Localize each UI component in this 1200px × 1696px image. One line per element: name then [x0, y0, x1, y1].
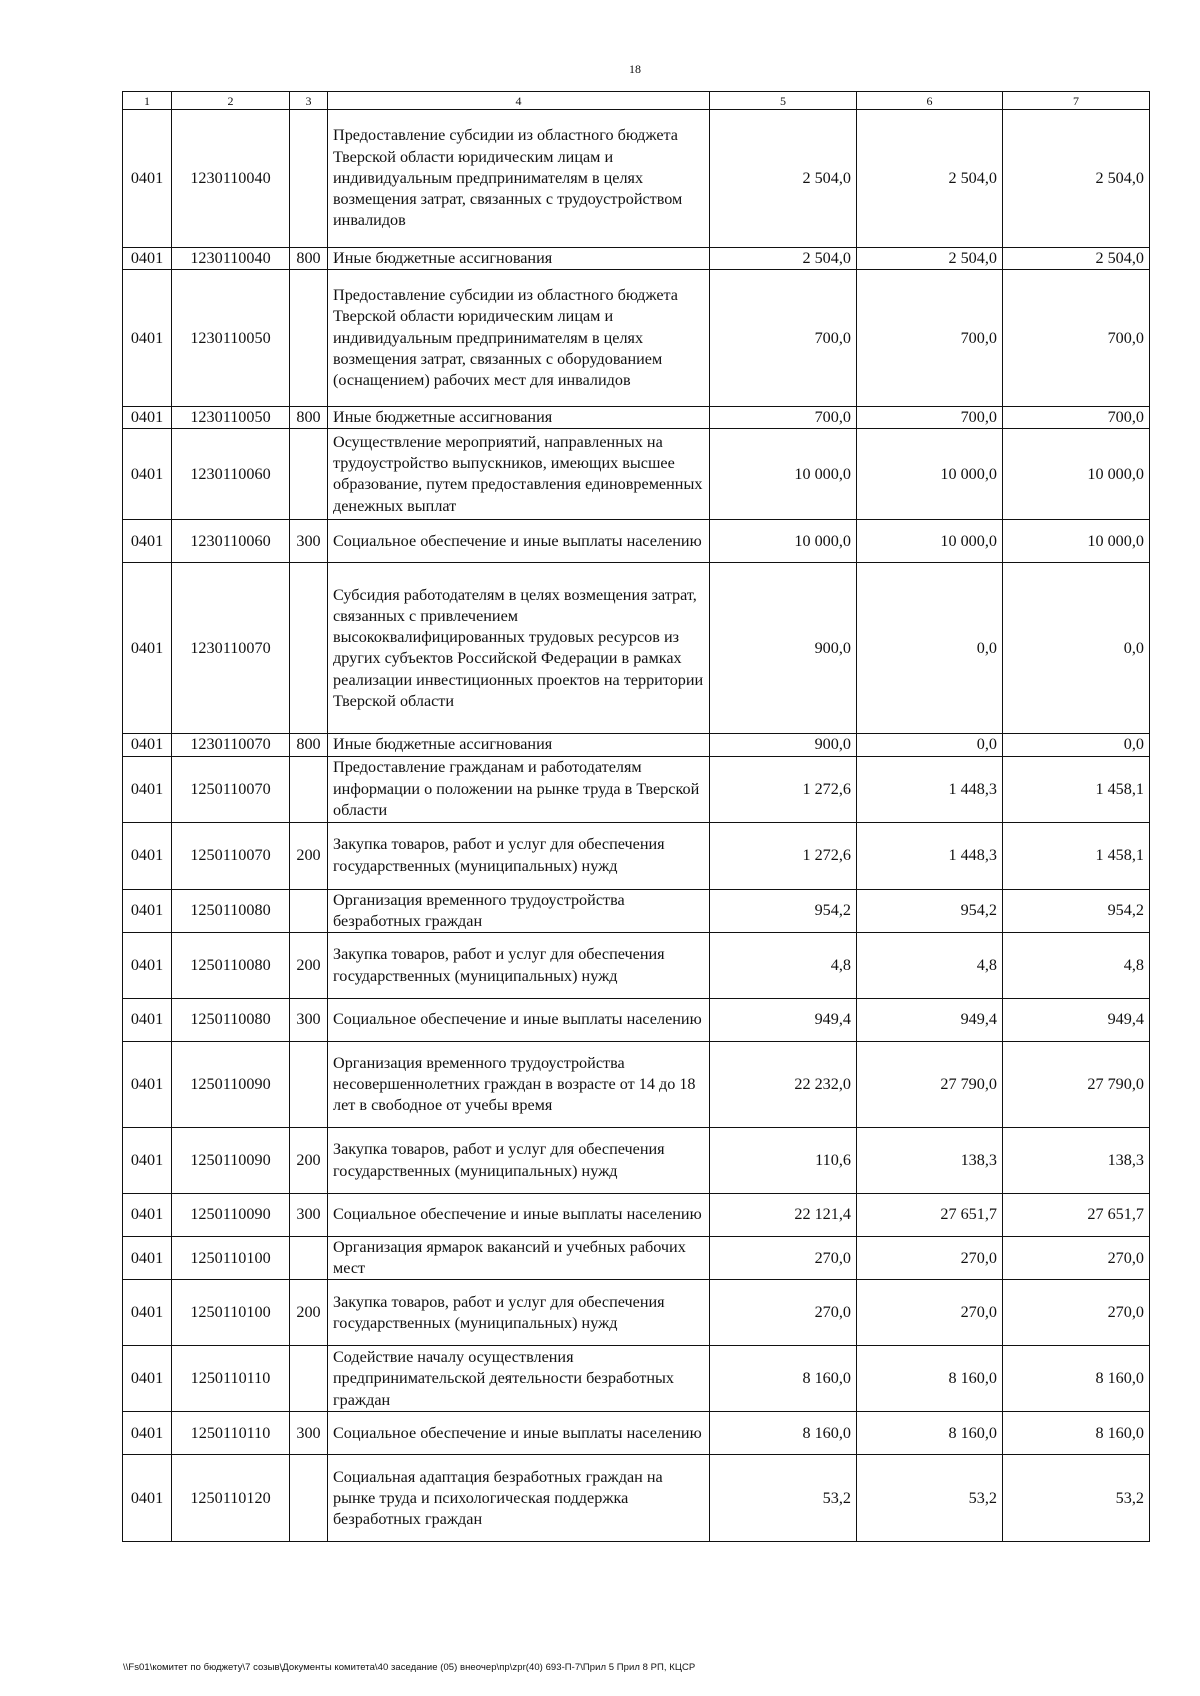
section-code-cell: 0401 — [123, 1194, 172, 1237]
amount-year1-cell: 949,4 — [710, 999, 857, 1042]
description-cell: Организация ярмарок вакансий и учебных рабочих мест — [328, 1237, 710, 1280]
table-row — [123, 1128, 1150, 1194]
description-cell: Закупка товаров, работ и услуг для обеспечения государственных (муниципальных) нужд — [328, 822, 710, 889]
target-article-cell: 1250110110 — [172, 1346, 290, 1412]
amount-year2-cell: 1 448,3 — [857, 822, 1003, 889]
description-cell: Социальное обеспечение и иные выплаты населению — [328, 1412, 710, 1455]
section-code-cell: 0401 — [123, 1346, 172, 1412]
section-code-cell: 0401 — [123, 248, 172, 270]
amount-year3-cell: 53,2 — [1003, 1455, 1150, 1542]
table-row — [123, 756, 1150, 822]
amount-year1-cell: 10 000,0 — [710, 429, 857, 520]
amount-year1-cell: 900,0 — [710, 563, 857, 734]
target-article-cell: 1230110050 — [172, 407, 290, 429]
column-number-header-row — [123, 92, 1150, 110]
amount-year1-cell: 53,2 — [710, 1455, 857, 1542]
amount-year3-cell: 138,3 — [1003, 1128, 1150, 1194]
expense-type-cell — [290, 756, 328, 822]
amount-year2-cell: 53,2 — [857, 1455, 1003, 1542]
target-article-cell: 1250110110 — [172, 1412, 290, 1455]
amount-year3-cell: 270,0 — [1003, 1280, 1150, 1346]
description-cell: Иные бюджетные ассигнования — [328, 407, 710, 429]
target-article-cell: 1230110070 — [172, 734, 290, 756]
amount-year1-cell: 700,0 — [710, 407, 857, 429]
description-cell: Содействие началу осуществления предпринимательской деятельности безработных граждан — [328, 1346, 710, 1412]
column-header: 4 — [328, 92, 710, 110]
amount-year3-cell: 27 651,7 — [1003, 1194, 1150, 1237]
amount-year2-cell: 4,8 — [857, 933, 1003, 999]
amount-year2-cell: 8 160,0 — [857, 1412, 1003, 1455]
column-header: 7 — [1003, 92, 1150, 110]
amount-year1-cell: 1 272,6 — [710, 822, 857, 889]
target-article-cell: 1250110090 — [172, 1128, 290, 1194]
amount-year2-cell: 700,0 — [857, 407, 1003, 429]
expense-type-cell: 300 — [290, 520, 328, 563]
target-article-cell: 1250110090 — [172, 1194, 290, 1237]
description-cell: Иные бюджетные ассигнования — [328, 248, 710, 270]
target-article-cell: 1250110080 — [172, 999, 290, 1042]
amount-year2-cell: 27 651,7 — [857, 1194, 1003, 1237]
expense-type-cell: 800 — [290, 248, 328, 270]
amount-year2-cell: 10 000,0 — [857, 520, 1003, 563]
section-code-cell: 0401 — [123, 1042, 172, 1128]
amount-year1-cell: 4,8 — [710, 933, 857, 999]
table-row — [123, 889, 1150, 932]
section-code-cell: 0401 — [123, 563, 172, 734]
section-code-cell: 0401 — [123, 756, 172, 822]
expense-type-cell: 300 — [290, 1194, 328, 1237]
table-row — [123, 1412, 1150, 1455]
amount-year1-cell: 954,2 — [710, 889, 857, 932]
expense-type-cell: 200 — [290, 822, 328, 889]
expense-type-cell — [290, 429, 328, 520]
amount-year3-cell: 8 160,0 — [1003, 1346, 1150, 1412]
amount-year2-cell: 1 448,3 — [857, 756, 1003, 822]
target-article-cell: 1230110040 — [172, 110, 290, 248]
description-cell: Закупка товаров, работ и услуг для обеспечения государственных (муниципальных) нужд — [328, 933, 710, 999]
description-cell: Социальное обеспечение и иные выплаты населению — [328, 1194, 710, 1237]
amount-year3-cell: 270,0 — [1003, 1237, 1150, 1280]
description-cell: Закупка товаров, работ и услуг для обеспечения государственных (муниципальных) нужд — [328, 1280, 710, 1346]
amount-year3-cell: 2 504,0 — [1003, 248, 1150, 270]
budget-table — [122, 91, 1150, 1542]
section-code-cell: 0401 — [123, 110, 172, 248]
description-cell: Закупка товаров, работ и услуг для обеспечения государственных (муниципальных) нужд — [328, 1128, 710, 1194]
amount-year2-cell: 0,0 — [857, 734, 1003, 756]
expense-type-cell: 800 — [290, 407, 328, 429]
description-cell: Предоставление гражданам и работодателям информации о положении на рынке труда в Тверской области — [328, 756, 710, 822]
target-article-cell: 1250110070 — [172, 822, 290, 889]
column-header: 3 — [290, 92, 328, 110]
column-header: 5 — [710, 92, 857, 110]
amount-year3-cell: 8 160,0 — [1003, 1412, 1150, 1455]
amount-year1-cell: 10 000,0 — [710, 520, 857, 563]
expense-type-cell — [290, 110, 328, 248]
table-row — [123, 429, 1150, 520]
expense-type-cell: 800 — [290, 734, 328, 756]
section-code-cell: 0401 — [123, 889, 172, 932]
expense-type-cell — [290, 889, 328, 932]
amount-year3-cell: 954,2 — [1003, 889, 1150, 932]
table-row — [123, 1194, 1150, 1237]
description-cell: Предоставление субсидии из областного бюджета Тверской области юридическим лицам и индивидуальным предпринимателям в целях возмещения затрат, связанных с оборудованием (оснащением) рабочих мест для инвалидов — [328, 270, 710, 407]
section-code-cell: 0401 — [123, 1455, 172, 1542]
amount-year3-cell: 27 790,0 — [1003, 1042, 1150, 1128]
amount-year3-cell: 10 000,0 — [1003, 520, 1150, 563]
column-header: 6 — [857, 92, 1003, 110]
amount-year3-cell: 1 458,1 — [1003, 822, 1150, 889]
description-cell: Социальное обеспечение и иные выплаты населению — [328, 999, 710, 1042]
expense-type-cell — [290, 1042, 328, 1128]
description-cell: Предоставление субсидии из областного бюджета Тверской области юридическим лицам и индивидуальным предпринимателям в целях возмещения затрат, связанных с трудоустройством инвалидов — [328, 110, 710, 248]
section-code-cell: 0401 — [123, 1412, 172, 1455]
amount-year2-cell: 954,2 — [857, 889, 1003, 932]
amount-year3-cell: 949,4 — [1003, 999, 1150, 1042]
amount-year2-cell: 270,0 — [857, 1280, 1003, 1346]
target-article-cell: 1250110120 — [172, 1455, 290, 1542]
table-row — [123, 563, 1150, 734]
page-number: 18 — [629, 62, 641, 76]
amount-year1-cell: 2 504,0 — [710, 110, 857, 248]
amount-year3-cell: 0,0 — [1003, 563, 1150, 734]
table-row — [123, 1237, 1150, 1280]
table-row — [123, 248, 1150, 270]
target-article-cell: 1250110080 — [172, 933, 290, 999]
target-article-cell: 1230110060 — [172, 429, 290, 520]
table-row — [123, 933, 1150, 999]
description-cell: Социальная адаптация безработных граждан на рынке труда и психологическая поддержка безработных граждан — [328, 1455, 710, 1542]
expense-type-cell — [290, 1237, 328, 1280]
table-row — [123, 1346, 1150, 1412]
file-path-footer: \\Fs01\комитет по бюджету\7 созыв\Документы комитета\40 заседание (05) внеочер\пр\zpr(40) 693-П-7\Прил 5 Прил 8 РП, КЦСР — [123, 1662, 696, 1673]
expense-type-cell: 200 — [290, 1128, 328, 1194]
section-code-cell: 0401 — [123, 1280, 172, 1346]
amount-year2-cell: 949,4 — [857, 999, 1003, 1042]
table-row — [123, 1042, 1150, 1128]
table-row — [123, 999, 1150, 1042]
amount-year1-cell: 270,0 — [710, 1280, 857, 1346]
expense-type-cell — [290, 270, 328, 407]
amount-year2-cell: 0,0 — [857, 563, 1003, 734]
amount-year3-cell: 1 458,1 — [1003, 756, 1150, 822]
description-cell: Социальное обеспечение и иные выплаты населению — [328, 520, 710, 563]
amount-year2-cell: 10 000,0 — [857, 429, 1003, 520]
table-row — [123, 110, 1150, 248]
target-article-cell: 1230110040 — [172, 248, 290, 270]
section-code-cell: 0401 — [123, 822, 172, 889]
section-code-cell: 0401 — [123, 1237, 172, 1280]
expense-type-cell: 200 — [290, 933, 328, 999]
amount-year1-cell: 700,0 — [710, 270, 857, 407]
section-code-cell: 0401 — [123, 520, 172, 563]
section-code-cell: 0401 — [123, 999, 172, 1042]
table-row — [123, 270, 1150, 407]
amount-year3-cell: 2 504,0 — [1003, 110, 1150, 248]
amount-year3-cell: 0,0 — [1003, 734, 1150, 756]
amount-year1-cell: 110,6 — [710, 1128, 857, 1194]
expense-type-cell: 300 — [290, 999, 328, 1042]
expense-type-cell — [290, 1346, 328, 1412]
amount-year3-cell: 4,8 — [1003, 933, 1150, 999]
expense-type-cell — [290, 563, 328, 734]
description-cell: Иные бюджетные ассигнования — [328, 734, 710, 756]
target-article-cell: 1250110070 — [172, 756, 290, 822]
amount-year2-cell: 270,0 — [857, 1237, 1003, 1280]
amount-year3-cell: 700,0 — [1003, 407, 1150, 429]
target-article-cell: 1230110070 — [172, 563, 290, 734]
table-row — [123, 822, 1150, 889]
amount-year1-cell: 2 504,0 — [710, 248, 857, 270]
expense-type-cell: 300 — [290, 1412, 328, 1455]
section-code-cell: 0401 — [123, 933, 172, 999]
section-code-cell: 0401 — [123, 734, 172, 756]
table-row — [123, 520, 1150, 563]
description-cell: Осуществление мероприятий, направленных на трудоустройство выпускников, имеющих высшее образование, путем предоставления единовременных денежных выплат — [328, 429, 710, 520]
amount-year3-cell: 700,0 — [1003, 270, 1150, 407]
target-article-cell: 1250110100 — [172, 1280, 290, 1346]
amount-year2-cell: 27 790,0 — [857, 1042, 1003, 1128]
amount-year1-cell: 270,0 — [710, 1237, 857, 1280]
target-article-cell: 1250110080 — [172, 889, 290, 932]
amount-year3-cell: 10 000,0 — [1003, 429, 1150, 520]
amount-year2-cell: 2 504,0 — [857, 110, 1003, 248]
target-article-cell: 1230110060 — [172, 520, 290, 563]
table-row — [123, 407, 1150, 429]
expense-type-cell: 200 — [290, 1280, 328, 1346]
column-header: 2 — [172, 92, 290, 110]
amount-year2-cell: 8 160,0 — [857, 1346, 1003, 1412]
description-cell: Организация временного трудоустройства несовершеннолетних граждан в возрасте от 14 до 18 лет в свободное от учебы время — [328, 1042, 710, 1128]
target-article-cell: 1250110090 — [172, 1042, 290, 1128]
table-row — [123, 734, 1150, 756]
amount-year2-cell: 700,0 — [857, 270, 1003, 407]
amount-year1-cell: 900,0 — [710, 734, 857, 756]
amount-year2-cell: 138,3 — [857, 1128, 1003, 1194]
table-row — [123, 1280, 1150, 1346]
amount-year1-cell: 22 121,4 — [710, 1194, 857, 1237]
description-cell: Организация временного трудоустройства безработных граждан — [328, 889, 710, 932]
amount-year2-cell: 2 504,0 — [857, 248, 1003, 270]
amount-year1-cell: 22 232,0 — [710, 1042, 857, 1128]
target-article-cell: 1230110050 — [172, 270, 290, 407]
description-cell: Субсидия работодателям в целях возмещения затрат, связанных с привлечением высококвалифицированных трудовых ресурсов из других субъектов Российской Федерации в рамках реализации инвестиционных проектов на территории Тверской области — [328, 563, 710, 734]
amount-year1-cell: 8 160,0 — [710, 1412, 857, 1455]
column-header: 1 — [123, 92, 172, 110]
section-code-cell: 0401 — [123, 429, 172, 520]
amount-year1-cell: 8 160,0 — [710, 1346, 857, 1412]
amount-year1-cell: 1 272,6 — [710, 756, 857, 822]
section-code-cell: 0401 — [123, 270, 172, 407]
table-row — [123, 1455, 1150, 1542]
target-article-cell: 1250110100 — [172, 1237, 290, 1280]
expense-type-cell — [290, 1455, 328, 1542]
section-code-cell: 0401 — [123, 1128, 172, 1194]
section-code-cell: 0401 — [123, 407, 172, 429]
